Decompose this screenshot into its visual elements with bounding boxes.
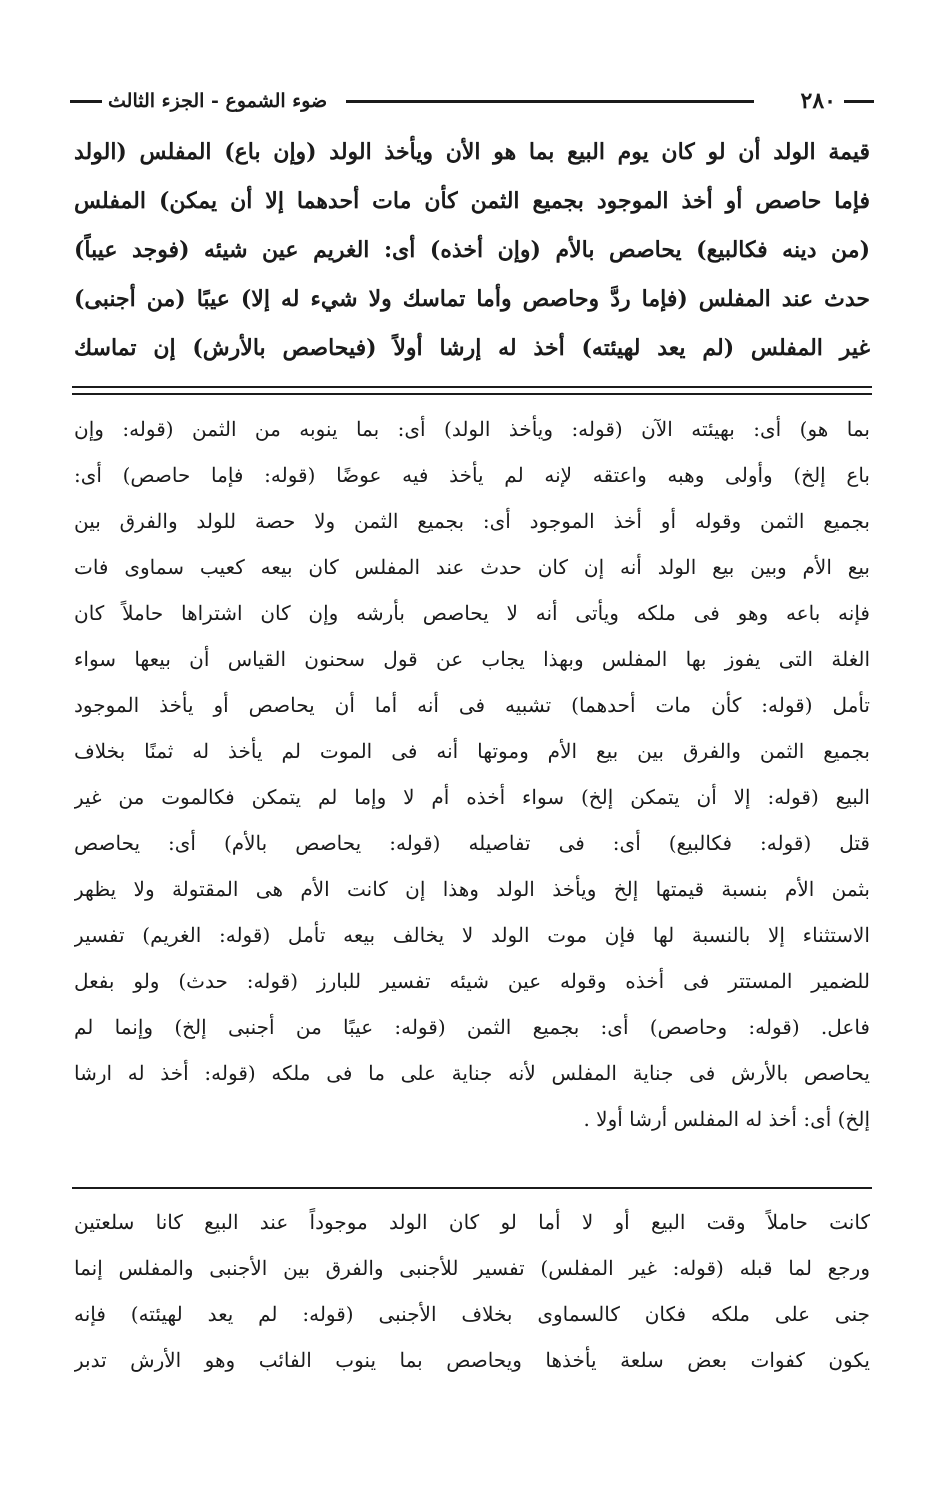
commentary: [74, 406, 870, 1142]
lower-note-line: جنى على ملكه فكان كالسماوى بخلاف الأجنبى (قوله: لم يعد لهيئته) فإنه: [74, 1302, 870, 1326]
commentary-line: بيع الأم وبين بيع الولد أنه إن كان حدث عند المفلس كان بيعه كعيب سماوى فات: [74, 555, 870, 579]
commentary-line: بما هو) أى: بهيئته الآن (قوله: ويأخذ الولد) أى: بما ينوبه من الثمن (قوله: وإن: [74, 417, 870, 441]
main-text-line: فإما حاصص أو أخذ الموجود بجميع الثمن كأن مات أحدهما إلا أن يمكن) المفلس: [74, 188, 870, 214]
lower-note-line: يكون كفوات بعض سلعة يأخذها ويحاصص بما ينوب الفائب وهو الأرش تدبر: [74, 1348, 870, 1372]
commentary-line: تأمل (قوله: كأن مات أحدهما) تشبيه فى أنه أما أن يحاصص أو يأخذ الموجود: [74, 693, 870, 717]
commentary-line: بجميع الثمن والفرق بين بيع الأم وموتها أنه فى الموت لم يأخذ له ثمنًا بخلاف: [74, 739, 870, 763]
lower-note-line: كانت حاملاً وقت البيع أو لا أما لو كان الولد موجوداً عند البيع كانا سلعتين: [74, 1210, 870, 1234]
running-header: [70, 84, 874, 118]
main-text-line: قيمة الولد أن لو كان يوم البيع بما هو الأن ويأخذ الولد (وإن باع) المفلس (الولد: [74, 139, 870, 165]
header-rule-middle: [346, 100, 754, 103]
commentary-line: بثمن الأم بنسبة قيمتها إلخ ويأخذ الولد وهذا إن كانت الأم هى المقتولة ولا يظهر: [74, 877, 870, 901]
lower-note-line: ورجع لما قبله (قوله: غير المفلس) تفسير للأجنبى والفرق بين الأجنبى والمفلس إنما: [74, 1256, 870, 1280]
commentary-line: يحاصص بالأرش فى جناية المفلس لأنه جناية على ما فى ملكه (قوله: أخذ له ارشا: [74, 1061, 870, 1085]
commentary-line: بجميع الثمن وقوله أو أخذ الموجود أى: بجميع الثمن ولا حصة للولد والفرق بين: [74, 509, 870, 533]
main-text: [74, 128, 870, 373]
commentary-line: إلخ) أى: أخذ له المفلس أرشا أولا .: [583, 1107, 870, 1131]
page-number: ٢٨٠: [800, 88, 836, 114]
double-rule-bottom: [72, 393, 872, 395]
lower-note: [74, 1199, 870, 1383]
header-rule-right: [844, 100, 874, 103]
commentary-line: للضمير المستتر فى أخذه وقوله عين شيئه تفسير للبارز (قوله: حدث) ولو بفعل: [74, 969, 870, 993]
double-rule-top: [72, 386, 872, 388]
commentary-line: فإنه باعه وهو فى ملكه ويأتى أنه لا يحاصص بأرشه وإن كان اشتراها حاملاً كان: [74, 601, 870, 625]
main-text-line: (من دينه فكالبيع) يحاصص بالأم (وإن أخذه) أى: الغريم عين شيئه (فوجد عيباً): [74, 237, 870, 263]
commentary-line: قتل (قوله: فكالبيع) أى: فى تفاصيله (قوله: يحاصص بالأم) أى: يحاصص: [74, 831, 870, 855]
commentary-line: البيع (قوله: إلا أن يتمكن إلخ) سواء أخذه أم لا وإما لم يتمكن فكالموت من غير: [74, 785, 870, 809]
commentary-line: فاعل. (قوله: وحاصص) أى: بجميع الثمن (قوله: عيبًا من أجنبى إلخ) وإنما لم: [74, 1015, 870, 1039]
commentary-line: الغلة التى يفوز بها المفلس وبهذا يجاب عن قول سحنون القياس أن بيعها سواء: [74, 647, 870, 671]
main-text-line: غير المفلس (لم يعد لهيئته) أخذ له إرشا أولاً (فيحاصص بالأرش) إن تماسك: [74, 335, 870, 361]
commentary-line: الاستثناء إلا بالنسبة لها فإن موت الولد لا يخالف بيعه تأمل (قوله: الغريم) تفسير: [74, 923, 870, 947]
commentary-line: باع إلخ) وأولى وهبه واعتقه لإنه لم يأخذ فيه عوضًا (قوله: فإما حاصص) أى:: [74, 463, 870, 487]
running-title: ضوء الشموع - الجزء الثالث: [108, 90, 328, 112]
header-rule-left: [70, 100, 102, 103]
main-text-line: حدث عند المفلس (فإما ردَّ وحاصص وأما تماسك ولا شيء له إلا) عيبًا (من أجنبى): [74, 286, 870, 312]
footnote-rule: [72, 1187, 872, 1189]
